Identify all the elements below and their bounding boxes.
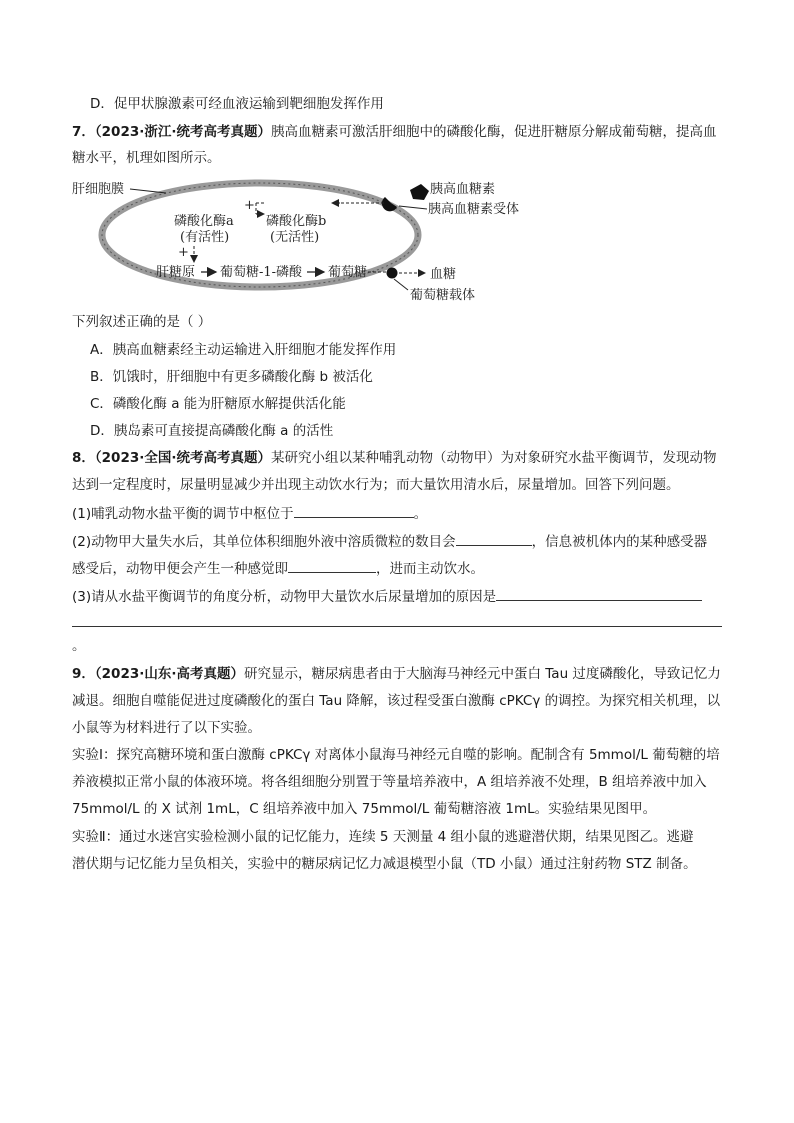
glycogen-label: 肝糖原 (156, 265, 196, 280)
q8-part2-text-d: ，进而主动饮水。 (376, 561, 484, 577)
q8-part3-text: (3)请从水盐平衡调节的角度分析，动物甲大量饮水后尿量增加的原因是 (72, 589, 497, 605)
q8-part3 (72, 586, 702, 607)
answer-blank-3[interactable] (288, 558, 376, 573)
membrane-label: 肝细胞膜 (72, 182, 125, 197)
answer-blank-2[interactable] (456, 531, 532, 546)
q9-stem-line2: 减退。细胞自噬能促进过度磷酸化的蛋白 Tau 降解，该过程受蛋白激酶 cPKCγ 的调控。为探究相关机理，以 (72, 693, 721, 709)
plus-sign-2: + (178, 245, 189, 260)
glucose-carrier-icon (387, 268, 398, 279)
q8-part2-text-a: (2)动物甲大量失水后，其单位体积细胞外液中溶质微粒的数目会 (72, 534, 456, 550)
carrier-label: 葡萄糖载体 (410, 288, 476, 303)
q8-part2-text-b: ，信息被机体内的某种感受器 (531, 534, 708, 550)
enzyme-b-label: 磷酸化酶b (266, 214, 327, 229)
q8-number: 8． (72, 450, 95, 466)
q9-exp1-line1: 实验Ⅰ：探究高糖环境和蛋白激酶 cPKCγ 对离体小鼠海马神经元自噬的影响。配制含有 5mmol/L 葡萄糖的培 (72, 747, 720, 763)
q7-option-a: A．胰高血糖素经主动运输进入肝细胞才能发挥作用 (90, 342, 397, 358)
q9-stem-line1 (72, 664, 721, 684)
q9-stem-text: 研究显示，糖尿病患者由于大脑海马神经元中蛋白 Tau 过度磷酸化，导致记忆力 (244, 666, 721, 682)
enzyme-a-label: 磷酸化酶a (174, 214, 234, 229)
q8-part2-line2 (72, 558, 484, 579)
q9-source: （2023·山东·高考真题） (94, 666, 244, 682)
q8-part2-line1 (72, 531, 707, 552)
q7-question: 下列叙述正确的是（ ） (72, 314, 212, 330)
q7-stem-line1 (72, 122, 717, 142)
q7-stem-line2: 糖水平，机理如图所示。 (72, 150, 221, 166)
q8-part1 (72, 503, 427, 524)
q8-stem-text: 某研究小组以某种哺乳动物（动物甲）为对象研究水盐平衡调节，发现动物 (271, 450, 717, 466)
enzyme-a-state: (有活性) (180, 230, 230, 245)
q8-part1-end: 。 (413, 506, 428, 522)
g1p-label: 葡萄糖-1-磷酸 (220, 265, 303, 280)
q9-number: 9． (72, 666, 95, 682)
q7-source: （2023·浙江·统考高考真题） (94, 124, 271, 140)
q9-stem-line3: 小鼠等为材料进行了以下实验。 (72, 720, 261, 736)
q7-figure (70, 176, 530, 306)
q7-number: 7． (72, 124, 95, 140)
q8-stem-line2: 达到一定程度时，尿量明显减少并出现主动饮水行为；而大量饮用清水后，尿量增加。回答下列问题。 (72, 477, 680, 493)
q7-option-c: C．磷酸化酶 a 能为肝糖原水解提供活化能 (90, 396, 346, 412)
hormone-icon (410, 184, 429, 200)
q8-part3-end: 。 (72, 638, 86, 654)
answer-blank-4-continuation[interactable] (72, 626, 722, 627)
q7-stem-text: 胰高血糖素可激活肝细胞中的磷酸化酶，促进肝糖原分解成葡萄糖，提高血 (271, 124, 717, 140)
enzyme-b-state: (无活性) (270, 230, 320, 245)
q8-source: （2023·全国·统考高考真题） (94, 450, 271, 466)
q9-exp1-line2: 养液模拟正常小鼠的体液环境。将各组细胞分别置于等量培养液中，A 组培养液不处理，B 组培养液中加入 (72, 774, 707, 790)
answer-blank-4[interactable] (496, 586, 702, 601)
q6-option-d: D．促甲状腺激素可经血液运输到靶细胞发挥作用 (90, 96, 384, 112)
q9-exp2-line2: 潜伏期与记忆能力呈负相关，实验中的糖尿病记忆力减退模型小鼠（TD 小鼠）通过注射药物 STZ 制备。 (72, 856, 697, 872)
q8-part2-text-c: 感受后，动物甲便会产生一种感觉即 (72, 561, 288, 577)
plus-sign-1: + (244, 198, 255, 213)
glucose-label: 葡萄糖 (328, 265, 368, 280)
q7-option-b: B．饥饿时，肝细胞中有更多磷酸化酶 b 被活化 (90, 369, 373, 385)
hormone-label: 胰高血糖素 (430, 182, 496, 197)
receptor-label: 胰高血糖素受体 (428, 202, 520, 217)
q8-part1-text: (1)哺乳动物水盐平衡的调节中枢位于 (72, 506, 294, 522)
blood-sugar-label: 血糖 (430, 267, 457, 282)
answer-blank-1[interactable] (294, 503, 414, 518)
q9-exp1-line3: 75mmol/L 的 X 试剂 1mL，C 组培养液中加入 75mmol/L 葡萄糖溶液 1mL。实验结果见图甲。 (72, 801, 657, 817)
q8-stem-line1 (72, 448, 717, 468)
q7-option-d: D．胰岛素可直接提高磷酸化酶 a 的活性 (90, 423, 334, 439)
q9-exp2-line1: 实验Ⅱ：通过水迷宫实验检测小鼠的记忆能力，连续 5 天测量 4 组小鼠的逃避潜伏期，结果见图乙。逃避 (72, 829, 694, 845)
